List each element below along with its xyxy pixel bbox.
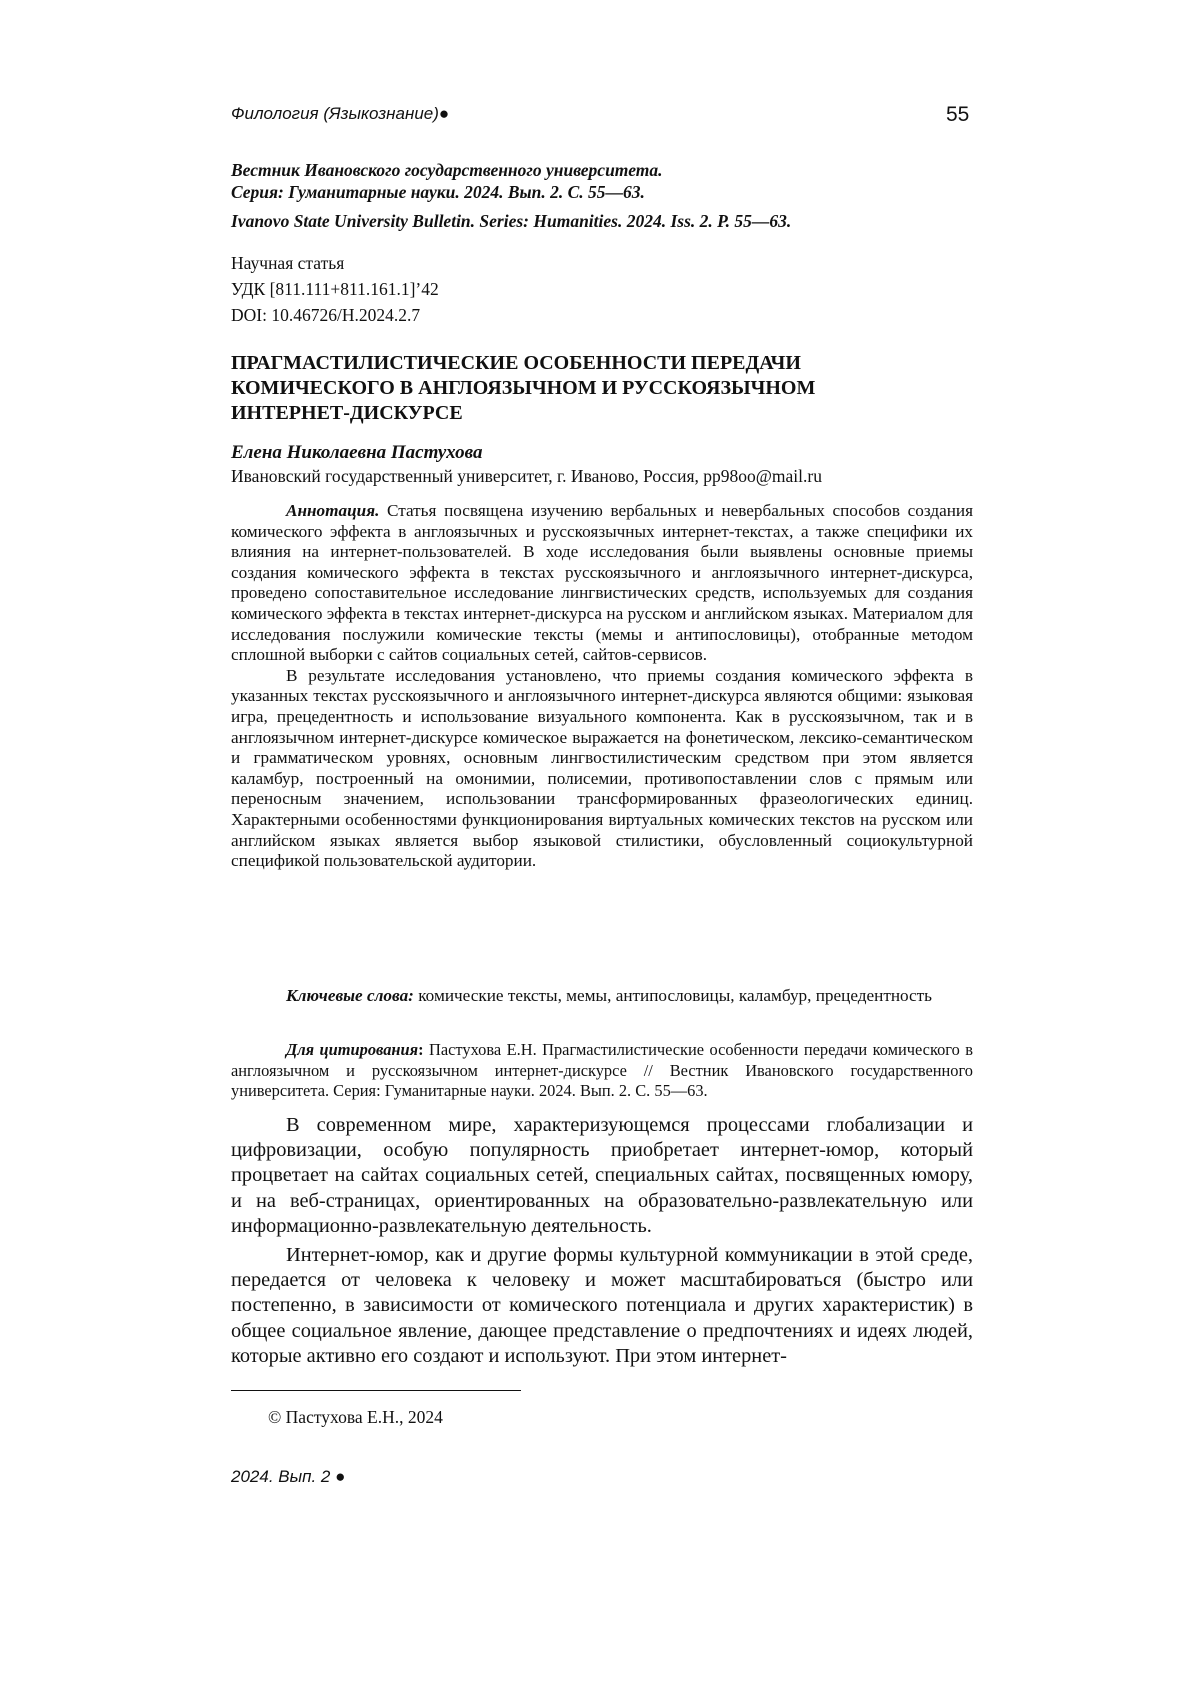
section-title: Филология (Языкознание) [231,104,439,123]
bullet-icon: ● [439,104,449,123]
abstract-paragraph-2: В результате исследования установлено, что приемы создания комического эффекта в указанных текстах русскоязычного и англоязычного интернет-дискурса являются общими: языковая игра, прецедентность и использование визуального компонента. Как в русскоязычном, так и в англоязычном интернет-дискурсе комическое выражается на фонетическом, лексико-семантическом и грамматическом уровнях, основным лингвостилистическим средством при этом является каламбур, построенный на омонимии, полисемии, противопоставлении слов с прямым или переносным значением, использовании трансформированных фразеологических единиц. Характерными особенностями функционирования виртуальных комических текстов на русском или английском языках является выбор языковой стилистики, обусловленный социокультурной спецификой пользовательской аудитории. [231,666,973,872]
footer-bullet-icon: ● [335,1467,345,1486]
citation-ru-line1: Вестник Ивановского государственного университета. [231,159,973,181]
article-title: ПРАГМАСТИЛИСТИЧЕСКИЕ ОСОБЕННОСТИ ПЕРЕДАЧИ КОМИЧЕСКОГО В АНГЛОЯЗЫЧНОМ И РУССКОЯЗЫЧНОМ ИНТЕРНЕТ-ДИСКУРСЕ [231,351,931,426]
abstract-label: Аннотация. [286,501,379,520]
doi: DOI: 10.46726/H.2024.2.7 [231,302,973,328]
citation-ru-line2: Серия: Гуманитарные науки. 2024. Вып. 2. С. 55—63. [231,181,973,203]
citation-ru [231,159,973,203]
body-text [231,1113,973,1373]
article-meta [231,250,973,328]
running-header [231,104,449,124]
body-paragraph-1: В современном мире, характеризующемся процессами глобализации и цифровизации, особую популярность приобретает интернет-юмор, который процветает на сайтах социальных сетей, специальных сайтах, посвященных юмору, и на веб-страницах, ориентированных на образовательно-развлекательную или информационно-развлекательную деятельность. [231,1113,973,1239]
keywords [231,985,973,1007]
journal-page [0,0,1200,1697]
abstract [231,501,973,872]
cite-for-label: Для цитирования [286,1040,418,1059]
cite-for [231,1040,973,1102]
author-affiliation: Ивановский государственный университет, г. Иваново, Россия, pp98oo@mail.ru [231,466,973,487]
issue-label: 2024. Вып. 2 [231,1467,330,1486]
keywords-label: Ключевые слова: [286,986,414,1005]
abstract-text-1: Статья посвящена изучению вербальных и невербальных способов создания комического эффекта в англоязычных и русскоязычных интернет-текстах, а также специфики их влияния на интернет-пользователей. В ходе исследования были выявлены основные приемы создания комического эффекта в текстах русскоязычного и англоязычного интернет-дискурса, проведено сопоставительное исследование лингвистических средств, используемых для создания комического эффекта в текстах интернет-дискурса на русском и английском языках. Материалом для исследования послужили комические тексты (мемы и антипословицы), отобранные методом сплошной выборки с сайтов социальных сетей, сайтов-сервисов. [231,501,973,664]
page-number: 55 [946,103,969,127]
citation-en: Ivanovo State University Bulletin. Series: Humanities. 2024. Iss. 2. P. 55—63. [231,210,973,232]
copyright-note: © Пастухова Е.Н., 2024 [268,1407,443,1428]
body-paragraph-2: Интернет-юмор, как и другие формы культурной коммуникации в этой среде, передается от человека к человеку и может масштабироваться (быстро или постепенно, в зависимости от комического потенциала и других характеристик) в общее социальное явление, дающее представление о предпочтениях и идеях людей, которые активно его создают и используют. При этом интернет- [231,1243,973,1369]
cite-for-colon: : [418,1040,423,1059]
udc-code: УДК [811.111+811.161.1]’42 [231,276,973,302]
footnote-divider [231,1390,521,1391]
author-name: Елена Николаевна Пастухова [231,442,973,464]
running-footer [231,1467,345,1487]
abstract-paragraph-1 [231,501,973,666]
keywords-text: комические тексты, мемы, антипословицы, каламбур, прецедентность [418,986,932,1005]
cite-for-text: Пастухова Е.Н. Прагмастилистические особенности передачи комического в англоязычном и русскоязычном интернет-дискурсе // Вестник Ивановского государственного университета. Серия: Гуманитарные науки. 2024. Вып. 2. С. 55—63. [231,1040,973,1100]
article-type: Научная статья [231,250,973,276]
